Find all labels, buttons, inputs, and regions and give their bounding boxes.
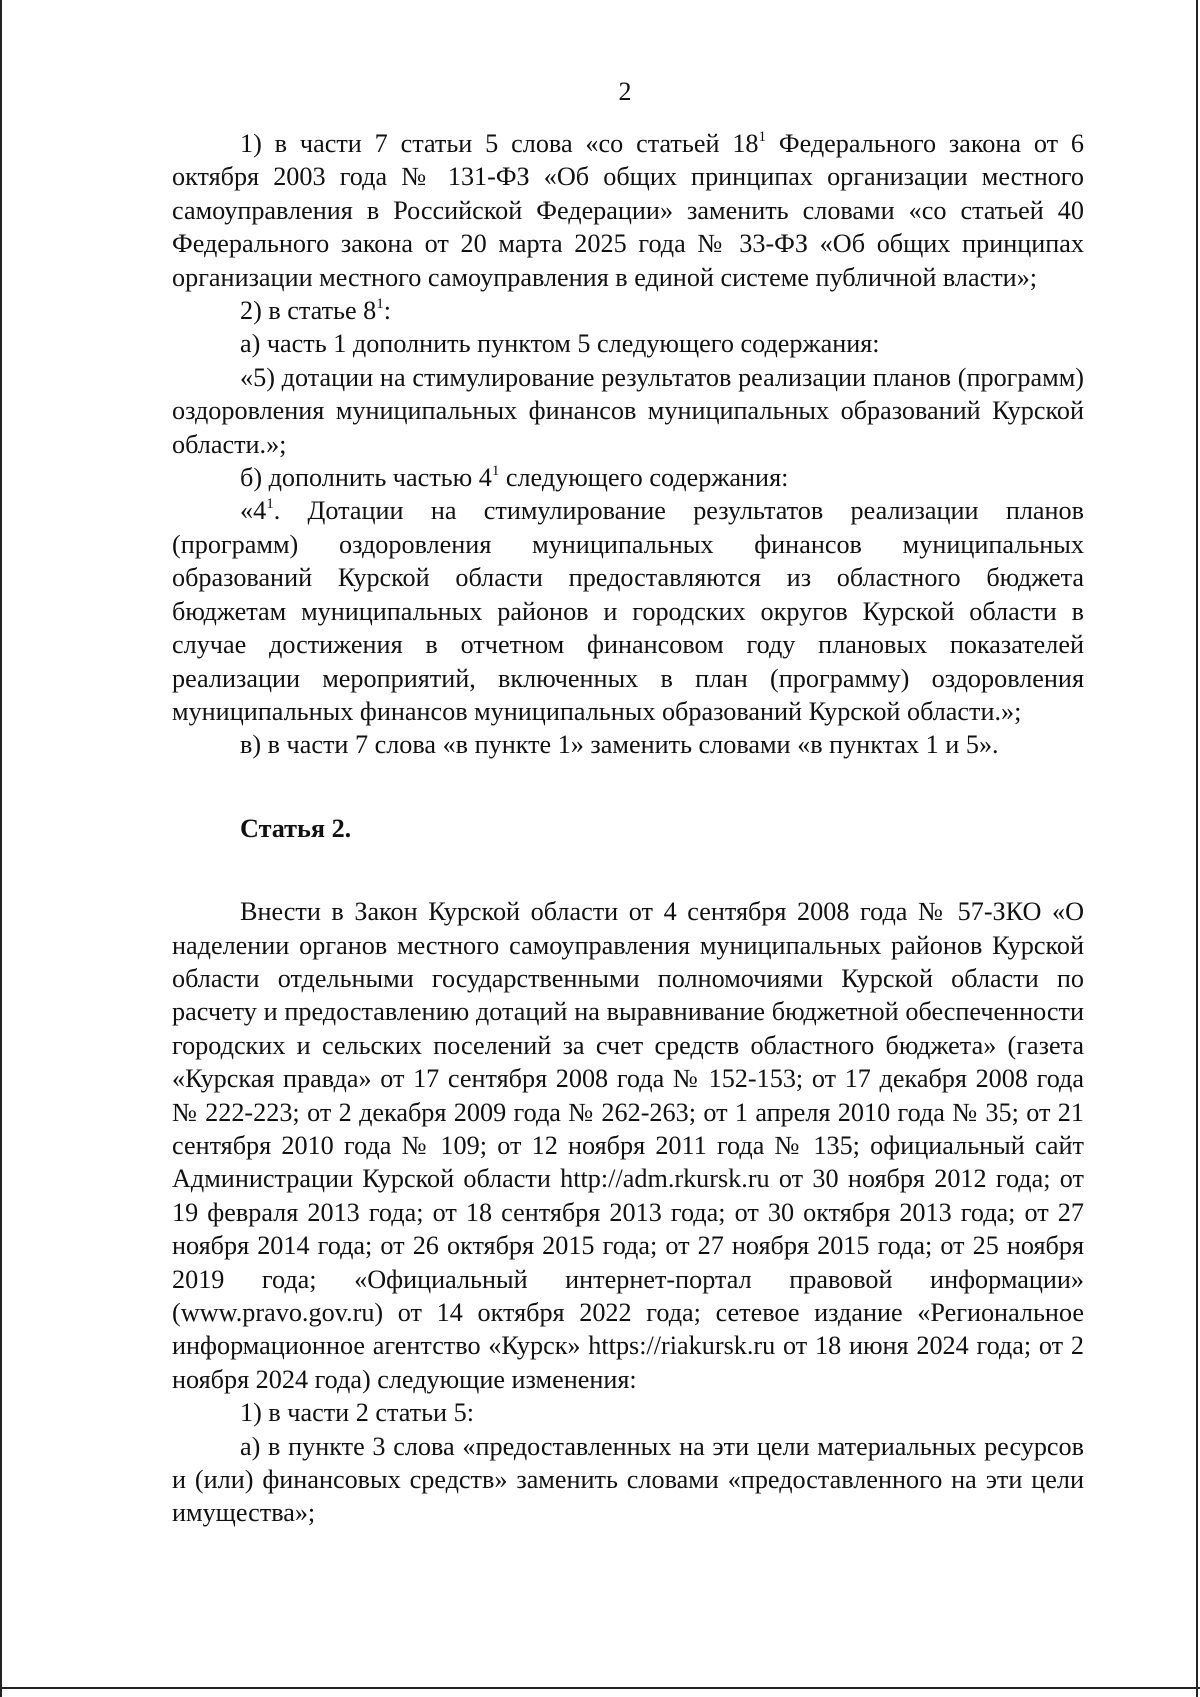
paragraph-article2-intro: Внести в Закон Курской области от 4 сентября 2008 года № 57-ЗКО «О наделении органов местного самоуправления муниципальных районов Курской области отдельными государственными полномочиями Курской области по расчету и предоставлению дотаций на выравнивание бюджетной обеспеченности городских и сельских поселений за счет средств областного бюджета» (газета «Курская правда» от 17 сентября 2008 года № 152-153; от 17 декабря 2008 года № 222-223; от 2 декабря 2009 года № 262-263; от 1 апреля 2010 года № 35; от 21 сентября 2010 года № 109; от 12 ноября 2011 года № 135; официальный сайт Администрации Курской области http://adm.rkursk.ru от 30 ноября 2012 года; от 19 февраля 2013 года; от 18 сентября 2013 года; от 30 октября 2013 года; от 27 ноября 2014 года; от 26 октября 2015 года; от 27 ноября 2015 года; от 25 ноября 2019 года; «Официальный интернет-портал правовой информации» (www.pravo.gov.ru) от 14 октября 2022 года; сетевое издание «Региональное информационное агентство «Курск» https://riakursk.ru от 18 июня 2024 года; от 2 ноября 2024 года) следующие изменения:: [172, 897, 1084, 1394]
paragraph-item-2: 2) в статье $8^1$:: [240, 296, 392, 326]
paragraph-item-2a: а) часть 1 дополнить пунктом 5 следующего содержания:: [240, 329, 880, 359]
paragraph-item-2v: в) в части 7 слова «в пункте 1» заменить словами «в пунктах 1 и 5».: [240, 730, 999, 760]
paragraph-quote-5: «5) дотации на стимулирование результатов реализации планов (программ) оздоровления муниципальных финансов муниципальных образований Курской области.»;: [172, 362, 1084, 459]
article-heading: Статья 2.: [240, 813, 352, 843]
page-number: 2: [618, 77, 632, 106]
document-body: [172, 127, 1084, 1530]
paragraph-article2-item-1: 1) в части 2 статьи 5:: [240, 1398, 474, 1428]
scan-edge-left: [0, 0, 2, 1697]
paragraph-item-1: 1) в части 7 статьи 5 слова «со статьей $18^1$ Федерального закона от 6 октября 2003 года № 131-ФЗ «Об общих принципах организации местного самоуправления в Российской Федерации» заменить словами «со статьей 40 Федерального закона от 20 марта 2025 года № 33-ФЗ «Об общих принципах организации местного самоуправления в единой системе публичной власти»;: [172, 129, 1084, 292]
paragraph-quote-4-1: «$4^1$. Дотации на стимулирование результатов реализации планов (программ) оздоровления муниципальных финансов муниципальных образований Курской области предоставляются из областного бюджета бюджетам муниципальных районов и городских округов Курской области в случае достижения в отчетном финансовом году плановых показателей реализации мероприятий, включенных в план (программу) оздоровления муниципальных финансов муниципальных образований Курской области.»;: [172, 496, 1084, 726]
scan-edge-right: [1196, 0, 1198, 1697]
paragraph-item-2b: б) дополнить частью $4^1$ следующего содержания:: [240, 463, 789, 493]
paragraph-article2-item-1a: а) в пункте 3 слова «предоставленных на эти цели материальных ресурсов и (или) финансовых средств» заменить словами «предоставленного на эти цели имущества»;: [172, 1431, 1084, 1528]
scan-edge-bottom: [0, 1687, 1200, 1689]
